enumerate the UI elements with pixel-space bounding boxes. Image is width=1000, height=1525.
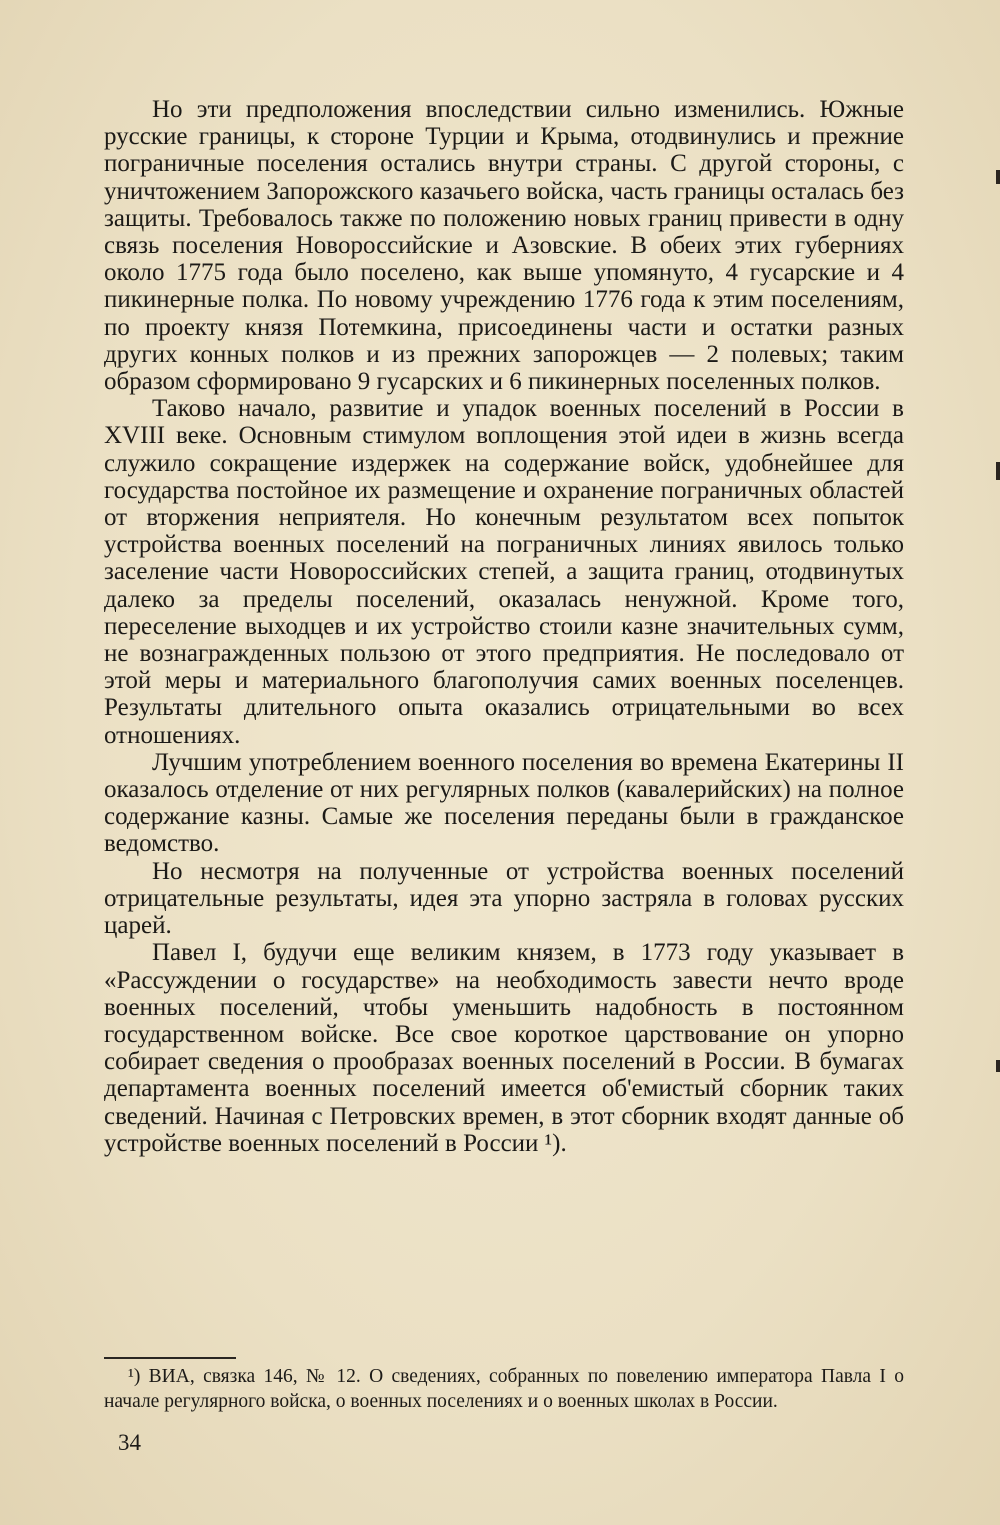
page-edge-mark — [996, 1060, 1000, 1072]
footnote-1: ¹) ВИА, связка 146, № 12. О сведениях, собранных по повелению императора Павла I о начале регулярного войска, о военных поселениях и о военных школах в России. — [104, 1366, 904, 1412]
page-number: 34 — [118, 1430, 141, 1455]
paragraph-5: Павел I, будучи еще великим князем, в 1773 году указывает в «Рассуждении о государстве» на необходимость завести нечто вроде военных поселений, чтобы уменьшить надобность в постоянном государственном войске. Все свое короткое царствование он упорно собирает сведения о прообразах военных поселений в России. В бумагах департамента военных поселений имеется об'емистый сборник таких сведений. Начиная с Петровских времен, в этот сборник входят данные об устройстве военных поселений в России ¹). — [104, 939, 904, 1157]
paragraph-4: Но несмотря на полученные от устройства военных поселений отрицательные результаты, идея эта упорно застряла в головах русских царей. — [104, 857, 904, 940]
page-edge-mark — [996, 462, 1000, 480]
paragraph-3: Лучшим употреблением военного поселения во времена Екатерины II оказалось отделение от них регулярных полков (кавалерийских) на полное содержание казны. Самые же поселения переданы были в гражданское ведомство. — [104, 748, 904, 858]
footnotes — [104, 1364, 904, 1414]
page-edge-mark — [996, 170, 1000, 184]
footnote-divider — [104, 1357, 236, 1359]
body-text — [104, 96, 904, 1157]
paragraph-2: Таково начало, развитие и упадок военных поселений в России в XVIII веке. Основным стимулом воплощения этой идеи в жизнь всегда служило сокращение издержек на содержание войск, удобнейшее для государства постойное их размещение и охранение пограничных областей от вторжения неприятеля. Но конечным результатом всех попыток устройства военных поселений на пограничных линиях явилось только заселение части Новороссийских степей, а защита границ, отодвинутых далеко за пределы поселений, оказалась ненужной. Кроме того, переселение выходцев и их устройство стоили казне значительных сумм, не вознагражденных пользою от этого предприятия. Не последовало от этой меры и материального благополучия самих военных поселенцев. Результаты длительного опыта оказались отрицательными во всех отношениях. — [104, 395, 904, 749]
paragraph-1: Но эти предположения впоследствии сильно изменились. Южные русские границы, к стороне Турции и Крыма, отодвинулись и прежние пограничные поселения остались внутри страны. С другой стороны, с уничтожением Запорожского казачьего войска, часть границы осталась без защиты. Требовалось также по положению новых границ привести в одну связь поселения Новороссийские и Азовские. В обеих этих губерниях около 1775 года было поселено, как выше упомянуто, 4 гусарские и 4 пикинерные полка. По новому учреждению 1776 года к этим поселениям, по проекту князя Потемкина, присоединены части и остатки разных других конных полков и из прежних запорожцев — 2 полевых; таким образом сформировано 9 гусарских и 6 пикинерных поселенных полков. — [104, 96, 904, 396]
